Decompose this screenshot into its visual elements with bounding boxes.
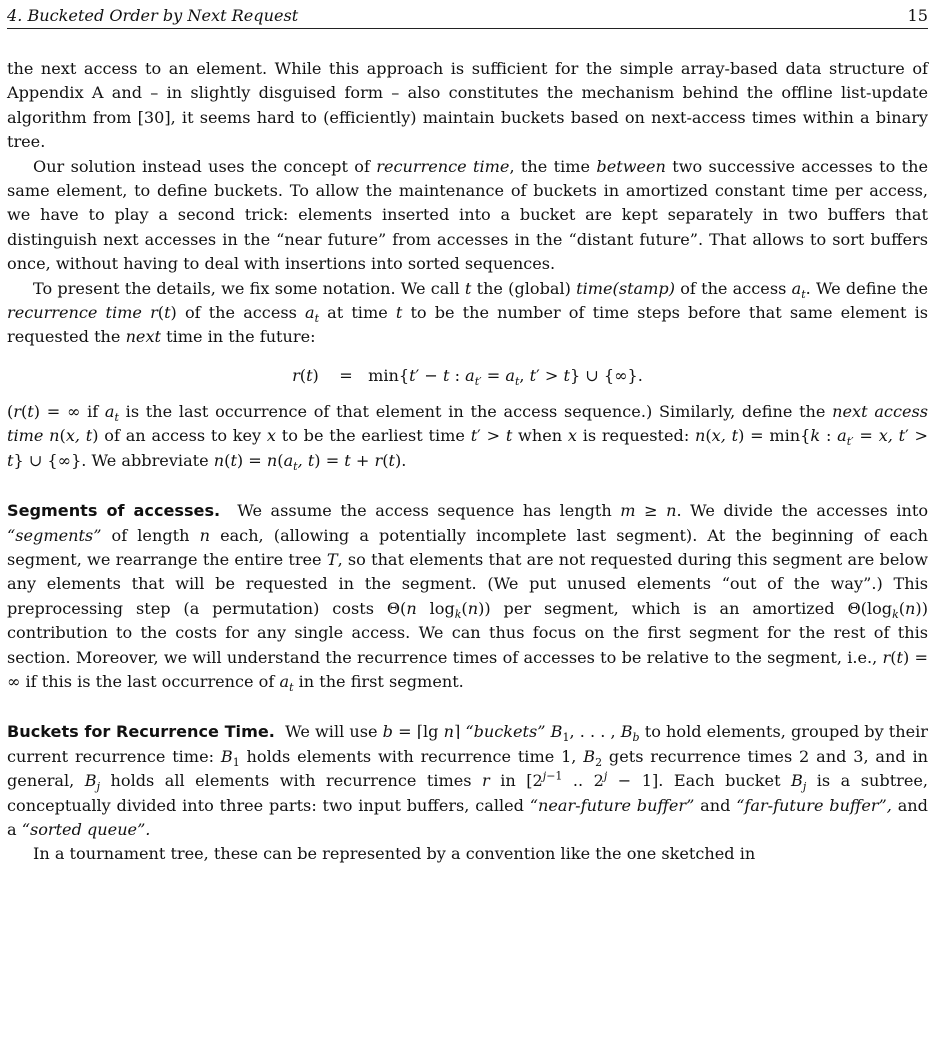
- paragraph-next-access: (r(t) = ∞ if $a_t$ is the last occurrence of that element in the access sequence.) Similarly, define the next access time n(x, t) of an access to key x to be the earliest time t′ > t when x is requested: n(x, t) = min{k : $a_{t'} = x$, t′ > t} ∪ {∞}. We abbreviate $n(t) = n(a_t$, t) = t + r(t).: [7, 401, 929, 473]
- paragraph-notation: To present the details, we fix some notation. We call t the (global) time(stamp) of the access $a_t$. We define the recurrence time r(t) of the access $a_t$ at time t to be the number of time steps before that same element is requested the next time in the future:: [7, 278, 928, 347]
- running-header: [7, 2, 928, 29]
- page-number: 15: [907, 6, 928, 25]
- segments-heading: Segments of accesses.: [7, 501, 221, 521]
- buckets-heading: Buckets for Recurrence Time.: [7, 722, 275, 742]
- recurrence-equation: r(t) = min{t′ − t : $a_{t'} = a_t$, t′ > t} ∪ {∞}.: [292, 365, 643, 389]
- paragraph-continuation: the next access to an element. While this approach is sufficient for the simple array-based data structure of Appendix A and – in slightly disguised form – also constitutes the mechanism behind the offline list-update algorithm from [30], it seems hard to (efficiently) maintain buckets based on next-access times within a binary tree.: [7, 59, 928, 152]
- body-text: [7, 57, 928, 867]
- paragraph-recurrence-intro: Our solution instead uses the concept of recurrence time, the time between two successive accesses to the same element, to define buckets. To allow the maintenance of buckets in amortized constant time per access, we have to play a second trick: elements inserted into a bucket are kept separately in two buffers that distinguish next accesses in the “near future” from accesses in the “distant future”. That allows to sort buffers once, without having to deal with insertions into sorted sequences.: [7, 156, 928, 274]
- paragraph-tournament: In a tournament tree, these can be represented by a convention like the one sketched in: [33, 844, 756, 864]
- paragraph-segments: Segments of accesses. We assume the access sequence has length m ≥ n. We divide the accesses into “segments” of length n each, (allowing a potentially incomplete last segment). At the beginning of each segment, we rearrange the entire tree T, so that elements that are not requested during this segment are below any elements that will be requested in the segment. (We put unused elements “out of the way”.) This preprocessing step (a permutation) costs Θ(n $\log_k(n)$) per segment, which is an amortized $\Theta(\log_k(n))$ contribution to the costs for any single access. We can thus focus on the first segment for the rest of this section. Moreover, we will understand the recurrence times of accesses to be relative to the segment, i.e., r(t) = ∞ if this is the last occurrence of $a_t$ in the first segment.: [7, 501, 929, 695]
- section-title: 4. Bucketed Order by Next Request: [7, 6, 299, 25]
- paragraph-buckets: Buckets for Recurrence Time. We will use b = ⌈lg n⌉ “buckets” $B_1$, . . . , $B_b$ to hold elements, grouped by their current recurrence time: $B_1$ holds elements with recurrence time 1, $B_2$ gets recurrence times 2 and 3, and in general, $B_j$ holds all elements with recurrence times r in [$2^{j-1}$ .. $2^j - 1$]. Each bucket $B_j$ is a subtree, conceptually divided into three parts: two input buffers, called “near-future buffer” and “far-future buffer”, and a “sorted queue”.: [7, 722, 929, 839]
